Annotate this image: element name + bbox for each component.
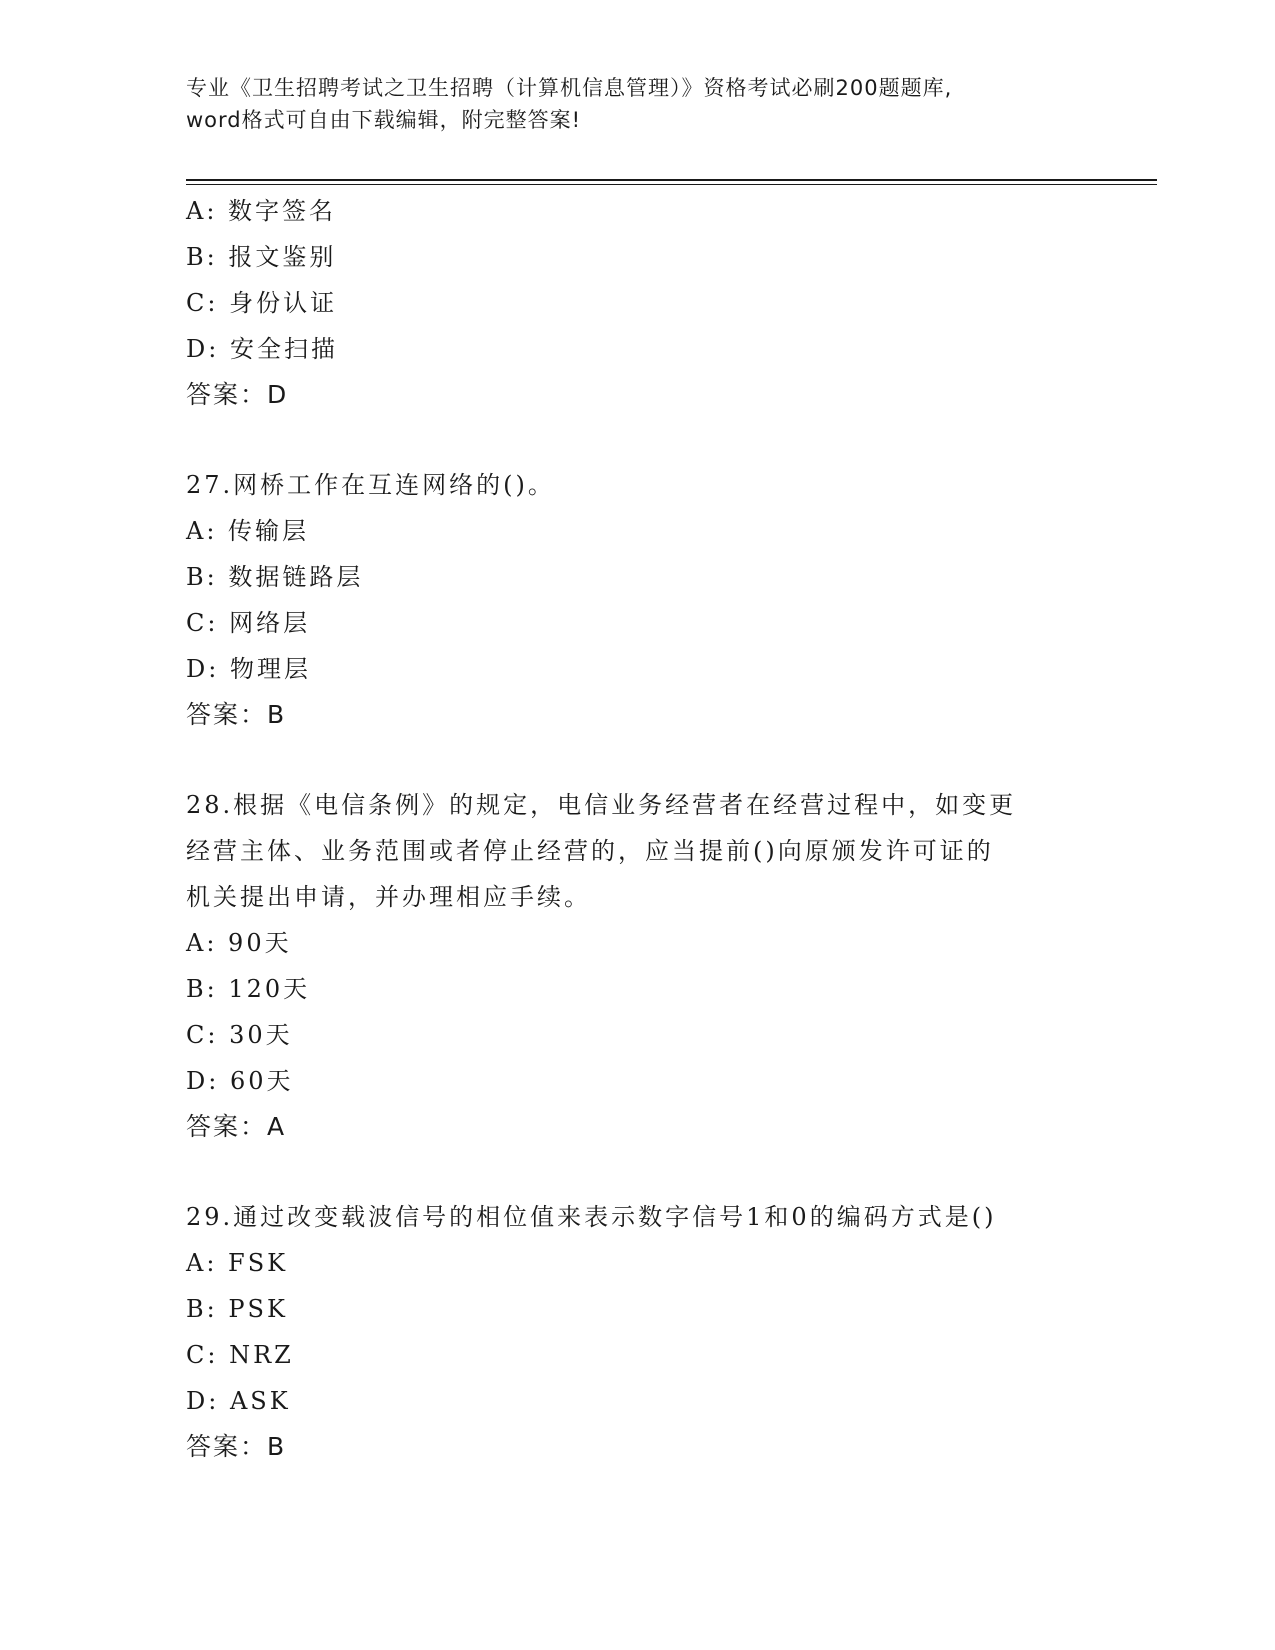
option-d: D: 物理层 bbox=[186, 655, 311, 683]
spacer bbox=[186, 1150, 1086, 1194]
option-d: D: 安全扫描 bbox=[186, 335, 338, 363]
spacer bbox=[186, 738, 1086, 782]
option-a: A: 传输层 bbox=[186, 517, 310, 545]
option-c: C: 身份认证 bbox=[186, 289, 338, 317]
question-text-line-1: 28.根据《电信条例》的规定，电信业务经营者在经营过程中，如变更 bbox=[186, 791, 1017, 819]
spacer bbox=[186, 418, 1086, 462]
answer: 答案：B bbox=[186, 1432, 287, 1461]
question-list bbox=[186, 188, 1086, 1470]
option-a: A: 数字签名 bbox=[186, 197, 337, 225]
option-a: A: FSK bbox=[186, 1249, 289, 1277]
header-divider-thin bbox=[186, 184, 1157, 185]
answer: 答案：A bbox=[186, 1112, 287, 1141]
question-text-line-2: 经营主体、业务范围或者停止经营的，应当提前()向原颁发许可证的 bbox=[186, 837, 994, 865]
document-header bbox=[186, 72, 1086, 136]
question-29 bbox=[186, 1194, 1086, 1470]
question-28 bbox=[186, 782, 1086, 1150]
header-title-line-2: word格式可自由下载编辑，附完整答案! bbox=[186, 108, 582, 132]
option-a: A: 90天 bbox=[186, 929, 292, 957]
question-text: 29.通过改变载波信号的相位值来表示数字信号1和0的编码方式是() bbox=[186, 1203, 997, 1231]
question-27 bbox=[186, 462, 1086, 738]
option-b: B: 报文鉴别 bbox=[186, 243, 337, 271]
option-b: B: 120天 bbox=[186, 975, 311, 1003]
question-text: 27.网桥工作在互连网络的()。 bbox=[186, 471, 555, 499]
header-title-line-1: 专业《卫生招聘考试之卫生招聘（计算机信息管理）》资格考试必刷200题题库, bbox=[186, 76, 953, 100]
option-d: D: ASK bbox=[186, 1387, 291, 1415]
option-c: C: 30天 bbox=[186, 1021, 293, 1049]
answer: 答案：D bbox=[186, 380, 289, 409]
option-c: C: 网络层 bbox=[186, 609, 311, 637]
question-26 bbox=[186, 188, 1086, 418]
option-c: C: NRZ bbox=[186, 1341, 294, 1369]
question-text-line-3: 机关提出申请，并办理相应手续。 bbox=[186, 883, 591, 911]
option-b: B: 数据链路层 bbox=[186, 563, 364, 591]
option-d: D: 60天 bbox=[186, 1067, 294, 1095]
header-divider-thick bbox=[186, 179, 1157, 181]
answer: 答案：B bbox=[186, 700, 287, 729]
option-b: B: PSK bbox=[186, 1295, 288, 1323]
